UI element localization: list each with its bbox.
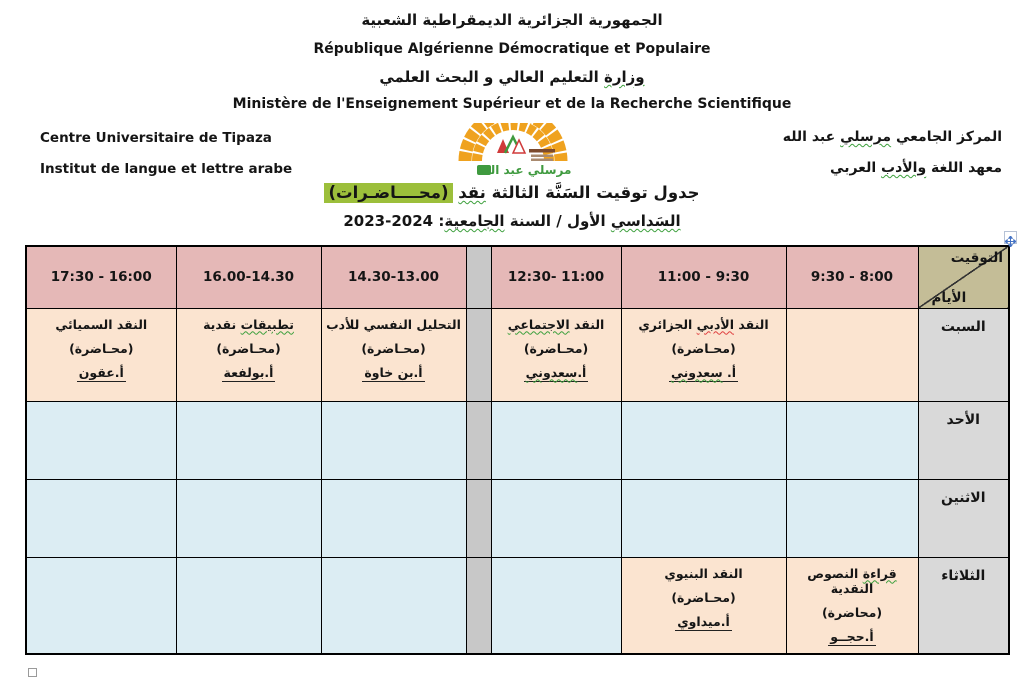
day-monday: الاثنين bbox=[918, 479, 1009, 557]
course-title: تطبيقات نقدية bbox=[203, 316, 294, 332]
time-header-1430-1600: 16.00-14.30 bbox=[176, 246, 321, 308]
table-resize-handle[interactable] bbox=[28, 668, 37, 677]
cell-saturday-0930 bbox=[621, 308, 786, 401]
cell-sunday-1600 bbox=[26, 401, 176, 479]
lectures-highlight: (محــــاضـرات) bbox=[324, 183, 452, 203]
cell-monday-1100 bbox=[491, 479, 621, 557]
corner-time-days-cell bbox=[918, 246, 1009, 308]
teacher-name: أ.عقون bbox=[78, 364, 124, 380]
timetable bbox=[25, 245, 1010, 655]
teacher-name: أ.بن خاوة bbox=[364, 364, 423, 380]
course-title: التحليل النفسي للأدب bbox=[326, 316, 461, 332]
cell-sunday-1300 bbox=[321, 401, 466, 479]
course-title: النقد السميائي bbox=[55, 316, 148, 332]
teacher-name: أ.حجــو bbox=[830, 628, 874, 644]
cell-saturday-0800 bbox=[786, 308, 918, 401]
cell-monday-1430 bbox=[176, 479, 321, 557]
institution-block-arabic bbox=[783, 122, 1002, 184]
ministry-word: وزارة bbox=[604, 68, 645, 86]
course-type: (محـاضرة) bbox=[671, 589, 736, 605]
schedule-title: جدول توقيت السَنَّة الثالثة نقد (محــــاضـرات) bbox=[0, 183, 1024, 202]
corner-label-time: التوقيت bbox=[950, 250, 1003, 266]
institut-line-arabic: معهد اللغة والأدب العربي bbox=[830, 160, 1002, 176]
cell-tuesday-1300 bbox=[321, 557, 466, 654]
saturday-row bbox=[26, 308, 1009, 401]
monday-row bbox=[26, 479, 1009, 557]
cell-tuesday-0930 bbox=[621, 557, 786, 654]
separator-cell bbox=[466, 479, 491, 557]
separator-cell bbox=[466, 401, 491, 479]
ministry-title-arabic: وزارة التعليم العالي و البحث العلمي bbox=[379, 68, 645, 86]
course-type: (محـاضرة) bbox=[361, 340, 426, 356]
day-tuesday: الثلاثاء bbox=[918, 557, 1009, 654]
cell-saturday-1430 bbox=[176, 308, 321, 401]
separator-cell bbox=[466, 308, 491, 401]
centre-universitaire-line: Centre Universitaire de Tipaza bbox=[40, 130, 272, 146]
course-type: (محاضرة) bbox=[821, 604, 883, 620]
institut-line: Institut de langue et lettre arabe bbox=[40, 161, 293, 177]
university-logo bbox=[447, 123, 587, 185]
cell-monday-0930 bbox=[621, 479, 786, 557]
tuesday-row bbox=[26, 557, 1009, 654]
cell-monday-0800 bbox=[786, 479, 918, 557]
cell-sunday-0930 bbox=[621, 401, 786, 479]
course-type: (محـاضرة) bbox=[69, 340, 134, 356]
course-type: (محـاضرة) bbox=[523, 340, 589, 356]
cell-sunday-1430 bbox=[176, 401, 321, 479]
svg-text:مرسلي عبد الله: مرسلي عبد الله bbox=[478, 163, 572, 177]
header-row bbox=[26, 246, 1009, 308]
teacher-name: أ. سعدوني bbox=[670, 364, 737, 380]
cell-sunday-1100 bbox=[491, 401, 621, 479]
course-title: النقد البنيوي bbox=[664, 565, 743, 581]
time-header-0800-0930: 9:30 - 8:00 bbox=[786, 246, 918, 308]
teacher-name: أ.بولفعة bbox=[223, 364, 274, 380]
semester-subtitle: السَداسي الأول / السنة الجامعية: 2024-2023 bbox=[343, 212, 681, 230]
cell-monday-1300 bbox=[321, 479, 466, 557]
cell-tuesday-1430 bbox=[176, 557, 321, 654]
time-header-1600-1730: 17:30 - 16:00 bbox=[26, 246, 176, 308]
time-header-0930-1100: 11:00 - 9:30 bbox=[621, 246, 786, 308]
cell-saturday-1600 bbox=[26, 308, 176, 401]
institution-block-french bbox=[40, 123, 292, 185]
university-logo-graphic bbox=[447, 123, 587, 181]
cell-saturday-1300 bbox=[321, 308, 466, 401]
cell-tuesday-1600 bbox=[26, 557, 176, 654]
time-header-1100-1230: 12:30- 11:00 bbox=[491, 246, 621, 308]
day-saturday: السبت bbox=[918, 308, 1009, 401]
cell-tuesday-1100 bbox=[491, 557, 621, 654]
separator-cell bbox=[466, 557, 491, 654]
cell-sunday-0800 bbox=[786, 401, 918, 479]
time-header-1300-1430: 14.30-13.00 bbox=[321, 246, 466, 308]
cell-monday-1600 bbox=[26, 479, 176, 557]
teacher-name: أ.ميداوي bbox=[677, 613, 730, 629]
course-type: (محـاضرة) bbox=[671, 340, 736, 356]
ministry-title-french: Ministère de l'Enseignement Supérieur et de la Recherche Scientifique bbox=[232, 96, 792, 112]
republic-title-french: République Algérienne Démocratique et Populaire bbox=[313, 41, 711, 57]
republic-title-arabic: الجمهورية الجزائرية الديمقراطية الشعبية bbox=[361, 11, 663, 29]
cell-saturday-1100 bbox=[491, 308, 621, 401]
course-title: النقد الاجتماعي bbox=[507, 316, 605, 332]
corner-label-days: الأيام bbox=[931, 289, 967, 306]
table-move-handle-icon[interactable] bbox=[1004, 231, 1017, 244]
teacher-name: أ.سعدوني bbox=[525, 364, 587, 380]
cell-tuesday-0800 bbox=[786, 557, 918, 654]
separator-cell bbox=[466, 246, 491, 308]
course-type: (محـاضرة) bbox=[216, 340, 281, 356]
sunday-row bbox=[26, 401, 1009, 479]
centre-line-arabic: المركز الجامعي مرسلي عبد الله bbox=[782, 129, 1002, 145]
course-title: قراءة النصوص النقدية bbox=[807, 565, 897, 596]
course-title: النقد الأدبي الجزائري bbox=[638, 316, 769, 332]
day-sunday: الأحد bbox=[918, 401, 1009, 479]
